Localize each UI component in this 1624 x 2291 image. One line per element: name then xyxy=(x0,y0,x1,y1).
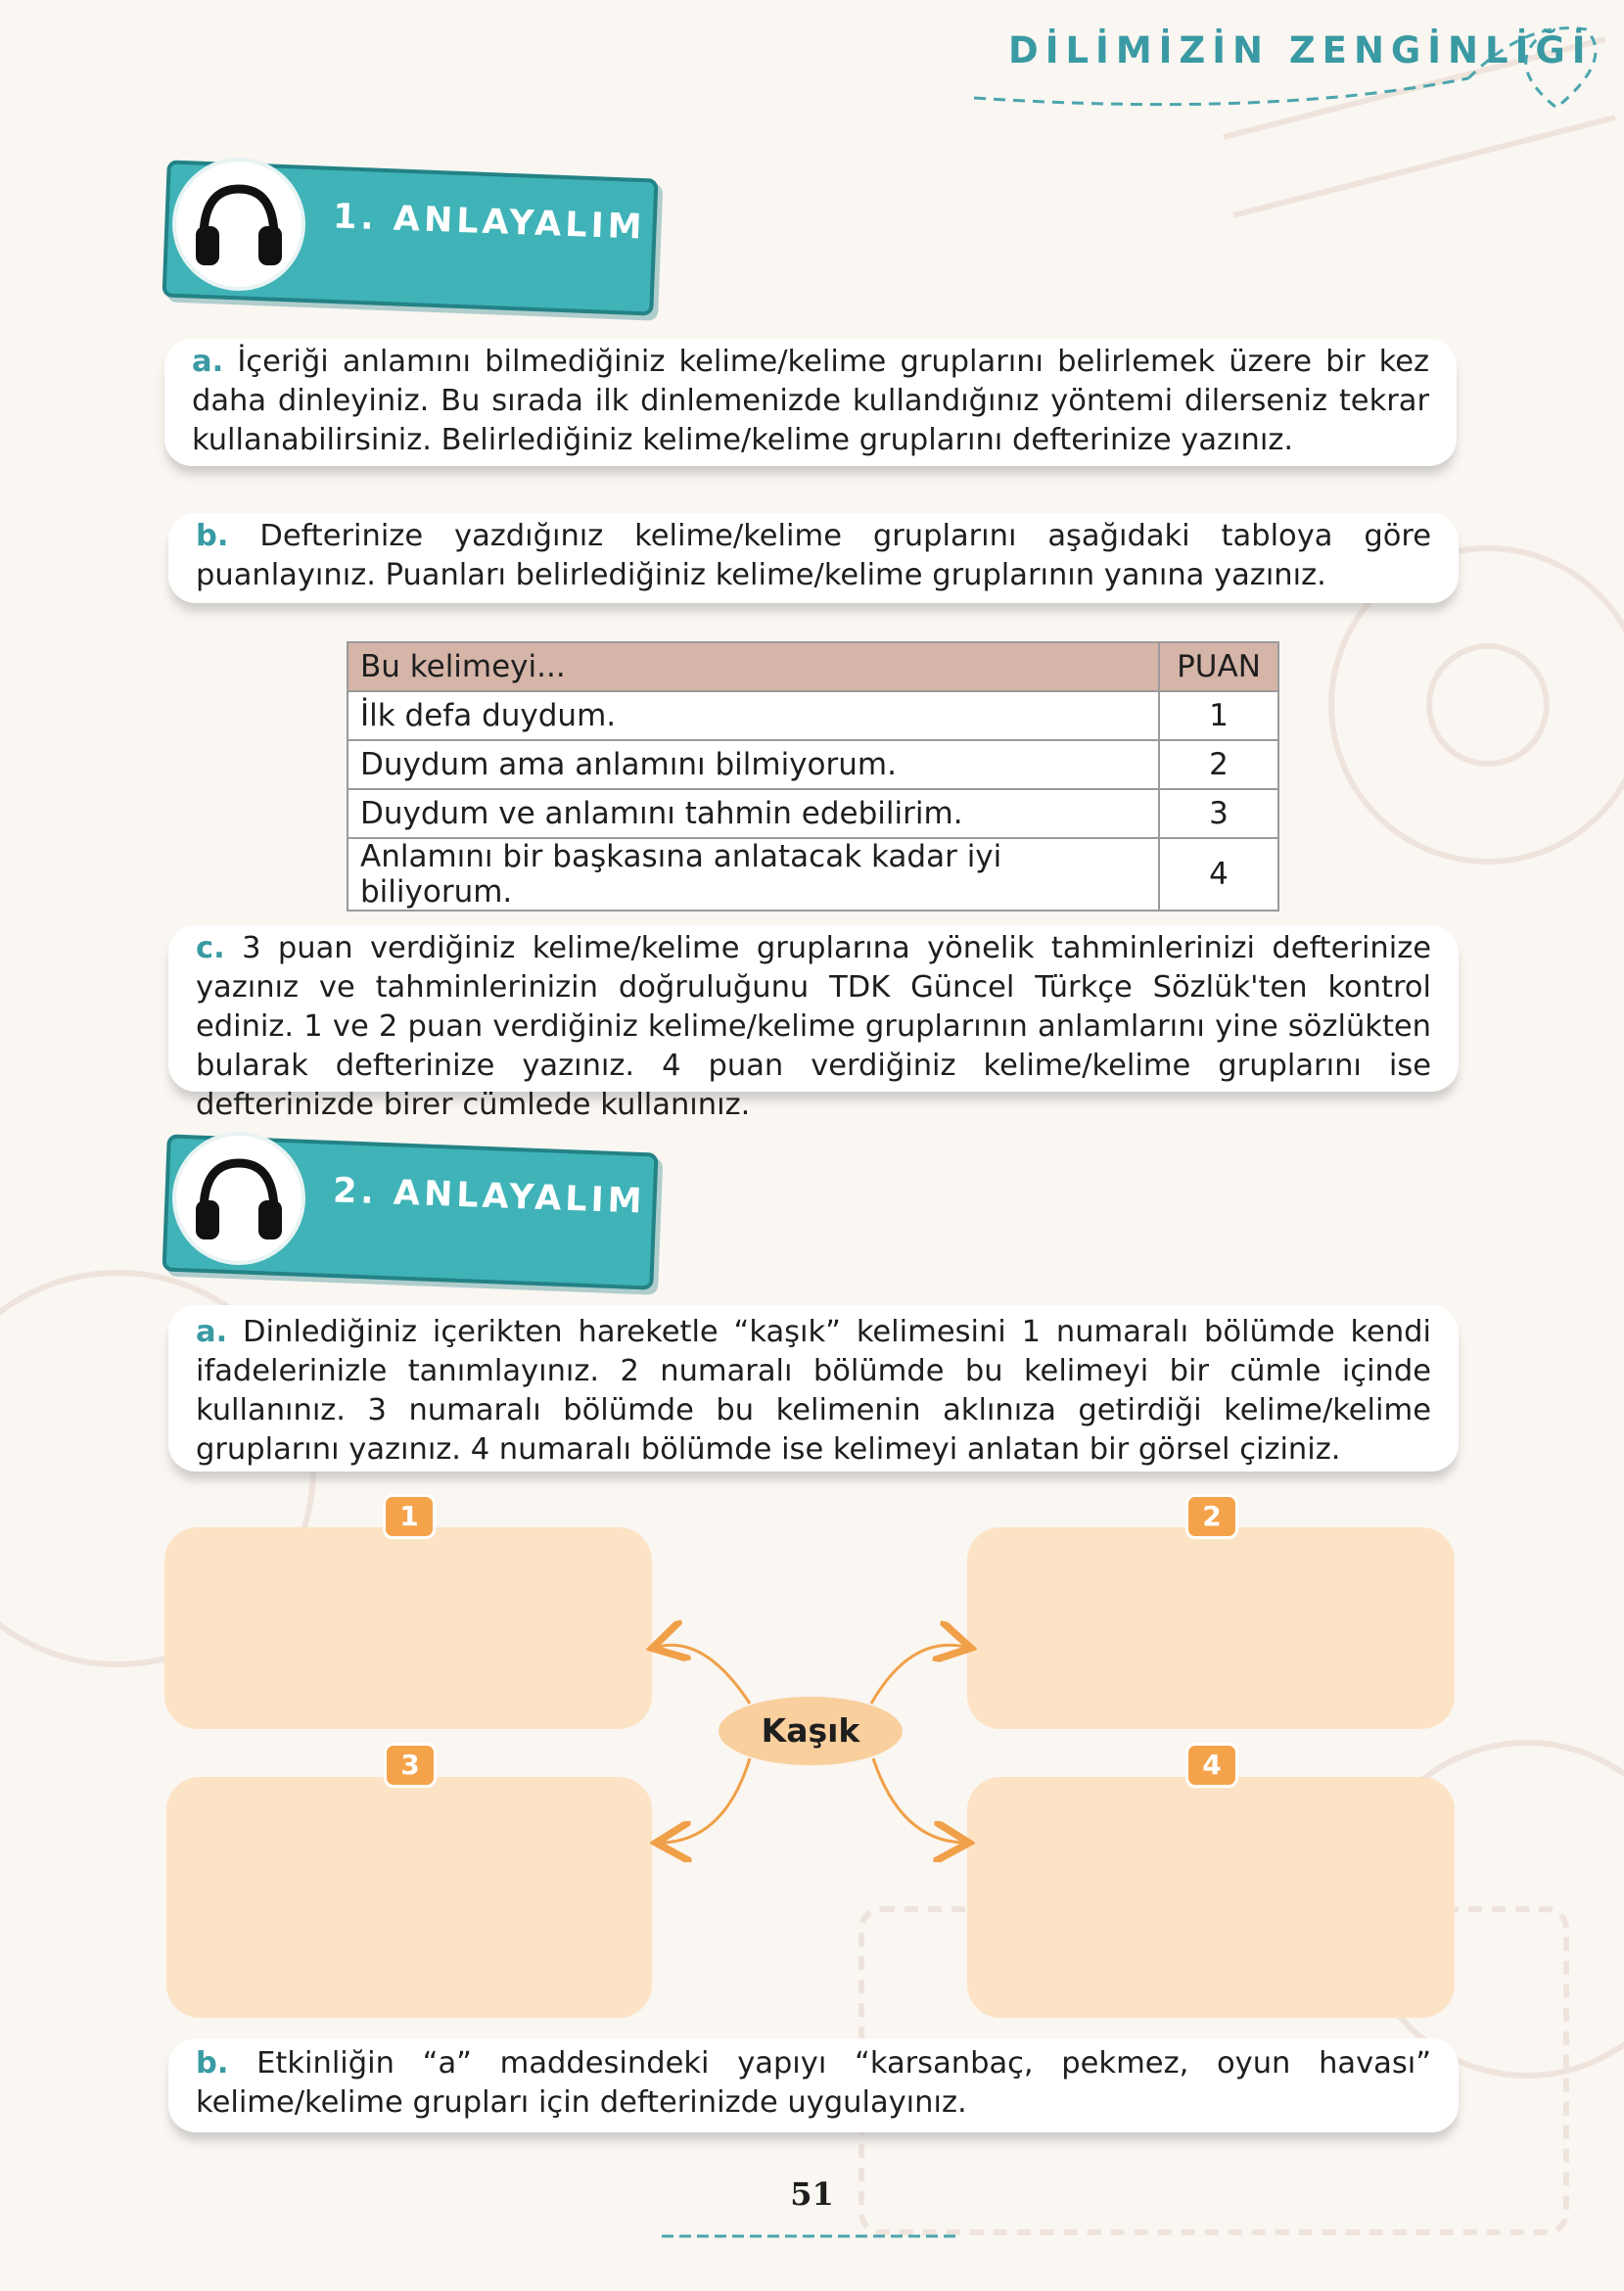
answer-box-2[interactable] xyxy=(967,1527,1455,1729)
row-statement: İlk defa duydum. xyxy=(348,691,1159,740)
instruction-text: Defterinize yazdığınız kelime/kelime gruplarını aşağıdaki tabloya göre puanlayınız. Puanları belirlediğiniz kelime/kelime gruplarının yanına yazınız. xyxy=(196,519,1432,592)
center-word-bubble: Kaşık xyxy=(719,1697,903,1765)
section-1-title: 1. ANLAYALIM xyxy=(332,197,647,248)
table-row xyxy=(348,789,1278,838)
instruction-1a xyxy=(164,339,1457,466)
table-row xyxy=(348,740,1278,789)
row-score: 4 xyxy=(1159,838,1278,911)
row-statement: Anlamını bir başkasına anlatacak kadar iyi biliyorum. xyxy=(348,838,1159,911)
row-score: 1 xyxy=(1159,691,1278,740)
instruction-2a xyxy=(168,1305,1459,1472)
item-letter: b. xyxy=(196,519,229,553)
section-2-title: 2. ANLAYALIM xyxy=(332,1171,647,1222)
chapter-title: DİLİMİZİN ZENGİNLİĞİ xyxy=(1008,29,1593,71)
row-score: 3 xyxy=(1159,789,1278,838)
row-score: 2 xyxy=(1159,740,1278,789)
box-number-badge: 2 xyxy=(1185,1494,1238,1539)
answer-box-3[interactable] xyxy=(166,1777,652,2018)
instruction-text: Dinlediğiniz içerikten hareketle “kaşık” kelimesini 1 numaralı bölümde kendi ifadelerinizle tanımlayınız. 2 numaralı bölümde bu kelimeyi bir cümle içinde kullanınız. 3 numaralı bölümde bu kelimenin aklınıza getirdiği kelime/kelime gruplarını yazınız. 4 numaralı bölümde ise kelimeyi anlatan bir görsel çiziniz. xyxy=(196,1315,1431,1467)
headphones-icon xyxy=(190,1151,288,1245)
page-number: 51 xyxy=(790,2175,834,2213)
instruction-text: Etkinliğin “a” maddesindeki yapıyı “karsanbaç, pekmez, oyun havası” kelime/kelime grupları için defterinizde uygulayınız. xyxy=(196,2046,1431,2120)
table-row xyxy=(348,838,1278,911)
table-row xyxy=(348,691,1278,740)
section-1-banner xyxy=(164,162,654,318)
section-2-banner xyxy=(164,1136,654,1292)
row-statement: Duydum ve anlamını tahmin edebilirim. xyxy=(348,789,1159,838)
header-score: PUAN xyxy=(1159,642,1278,691)
item-letter: c. xyxy=(196,931,225,965)
header-statement: Bu kelimeyi... xyxy=(348,642,1159,691)
headphones-icon xyxy=(190,177,288,271)
box-number-badge: 3 xyxy=(384,1743,437,1788)
instruction-text: 3 puan verdiğiniz kelime/kelime gruplarına yönelik tahminlerinizi defterinize yazınız ve tahminlerinizin doğruluğunu TDK Güncel Türkçe Sözlük'ten kontrol ediniz. 1 ve 2 puan verdiğiniz kelime/kelime gruplarının anlamlarını yine sözlükten bularak defterinize yazınız. 4 puan verdiğiniz kelime/kelime gruplarını ise defterinizde birer cümlede kullanınız. xyxy=(196,931,1431,1122)
answer-box-1[interactable] xyxy=(164,1527,652,1729)
instruction-1b xyxy=(168,513,1459,603)
instruction-text: İçeriği anlamını bilmediğiniz kelime/kelime gruplarını belirlemek üzere bir kez daha dinleyiniz. Bu sırada ilk dinlemenizde kullandığınız yöntemi dilerseniz tekrar kullanabilirsiniz. Belirlediğiniz kelime/kelime gruplarını defterinize yazınız. xyxy=(192,345,1430,457)
table-header-row xyxy=(348,642,1278,691)
item-letter: b. xyxy=(196,2046,229,2081)
scoring-table xyxy=(347,641,1279,912)
banner-icon-disc xyxy=(176,162,302,287)
item-letter: a. xyxy=(196,1315,228,1349)
instruction-2b xyxy=(168,2038,1459,2132)
banner-icon-disc xyxy=(176,1136,302,1261)
instruction-1c xyxy=(168,925,1459,1122)
answer-box-4[interactable] xyxy=(967,1777,1455,2018)
item-letter: a. xyxy=(192,345,224,379)
box-number-badge: 4 xyxy=(1185,1743,1238,1788)
box-number-badge: 1 xyxy=(383,1494,436,1539)
row-statement: Duydum ama anlamını bilmiyorum. xyxy=(348,740,1159,789)
